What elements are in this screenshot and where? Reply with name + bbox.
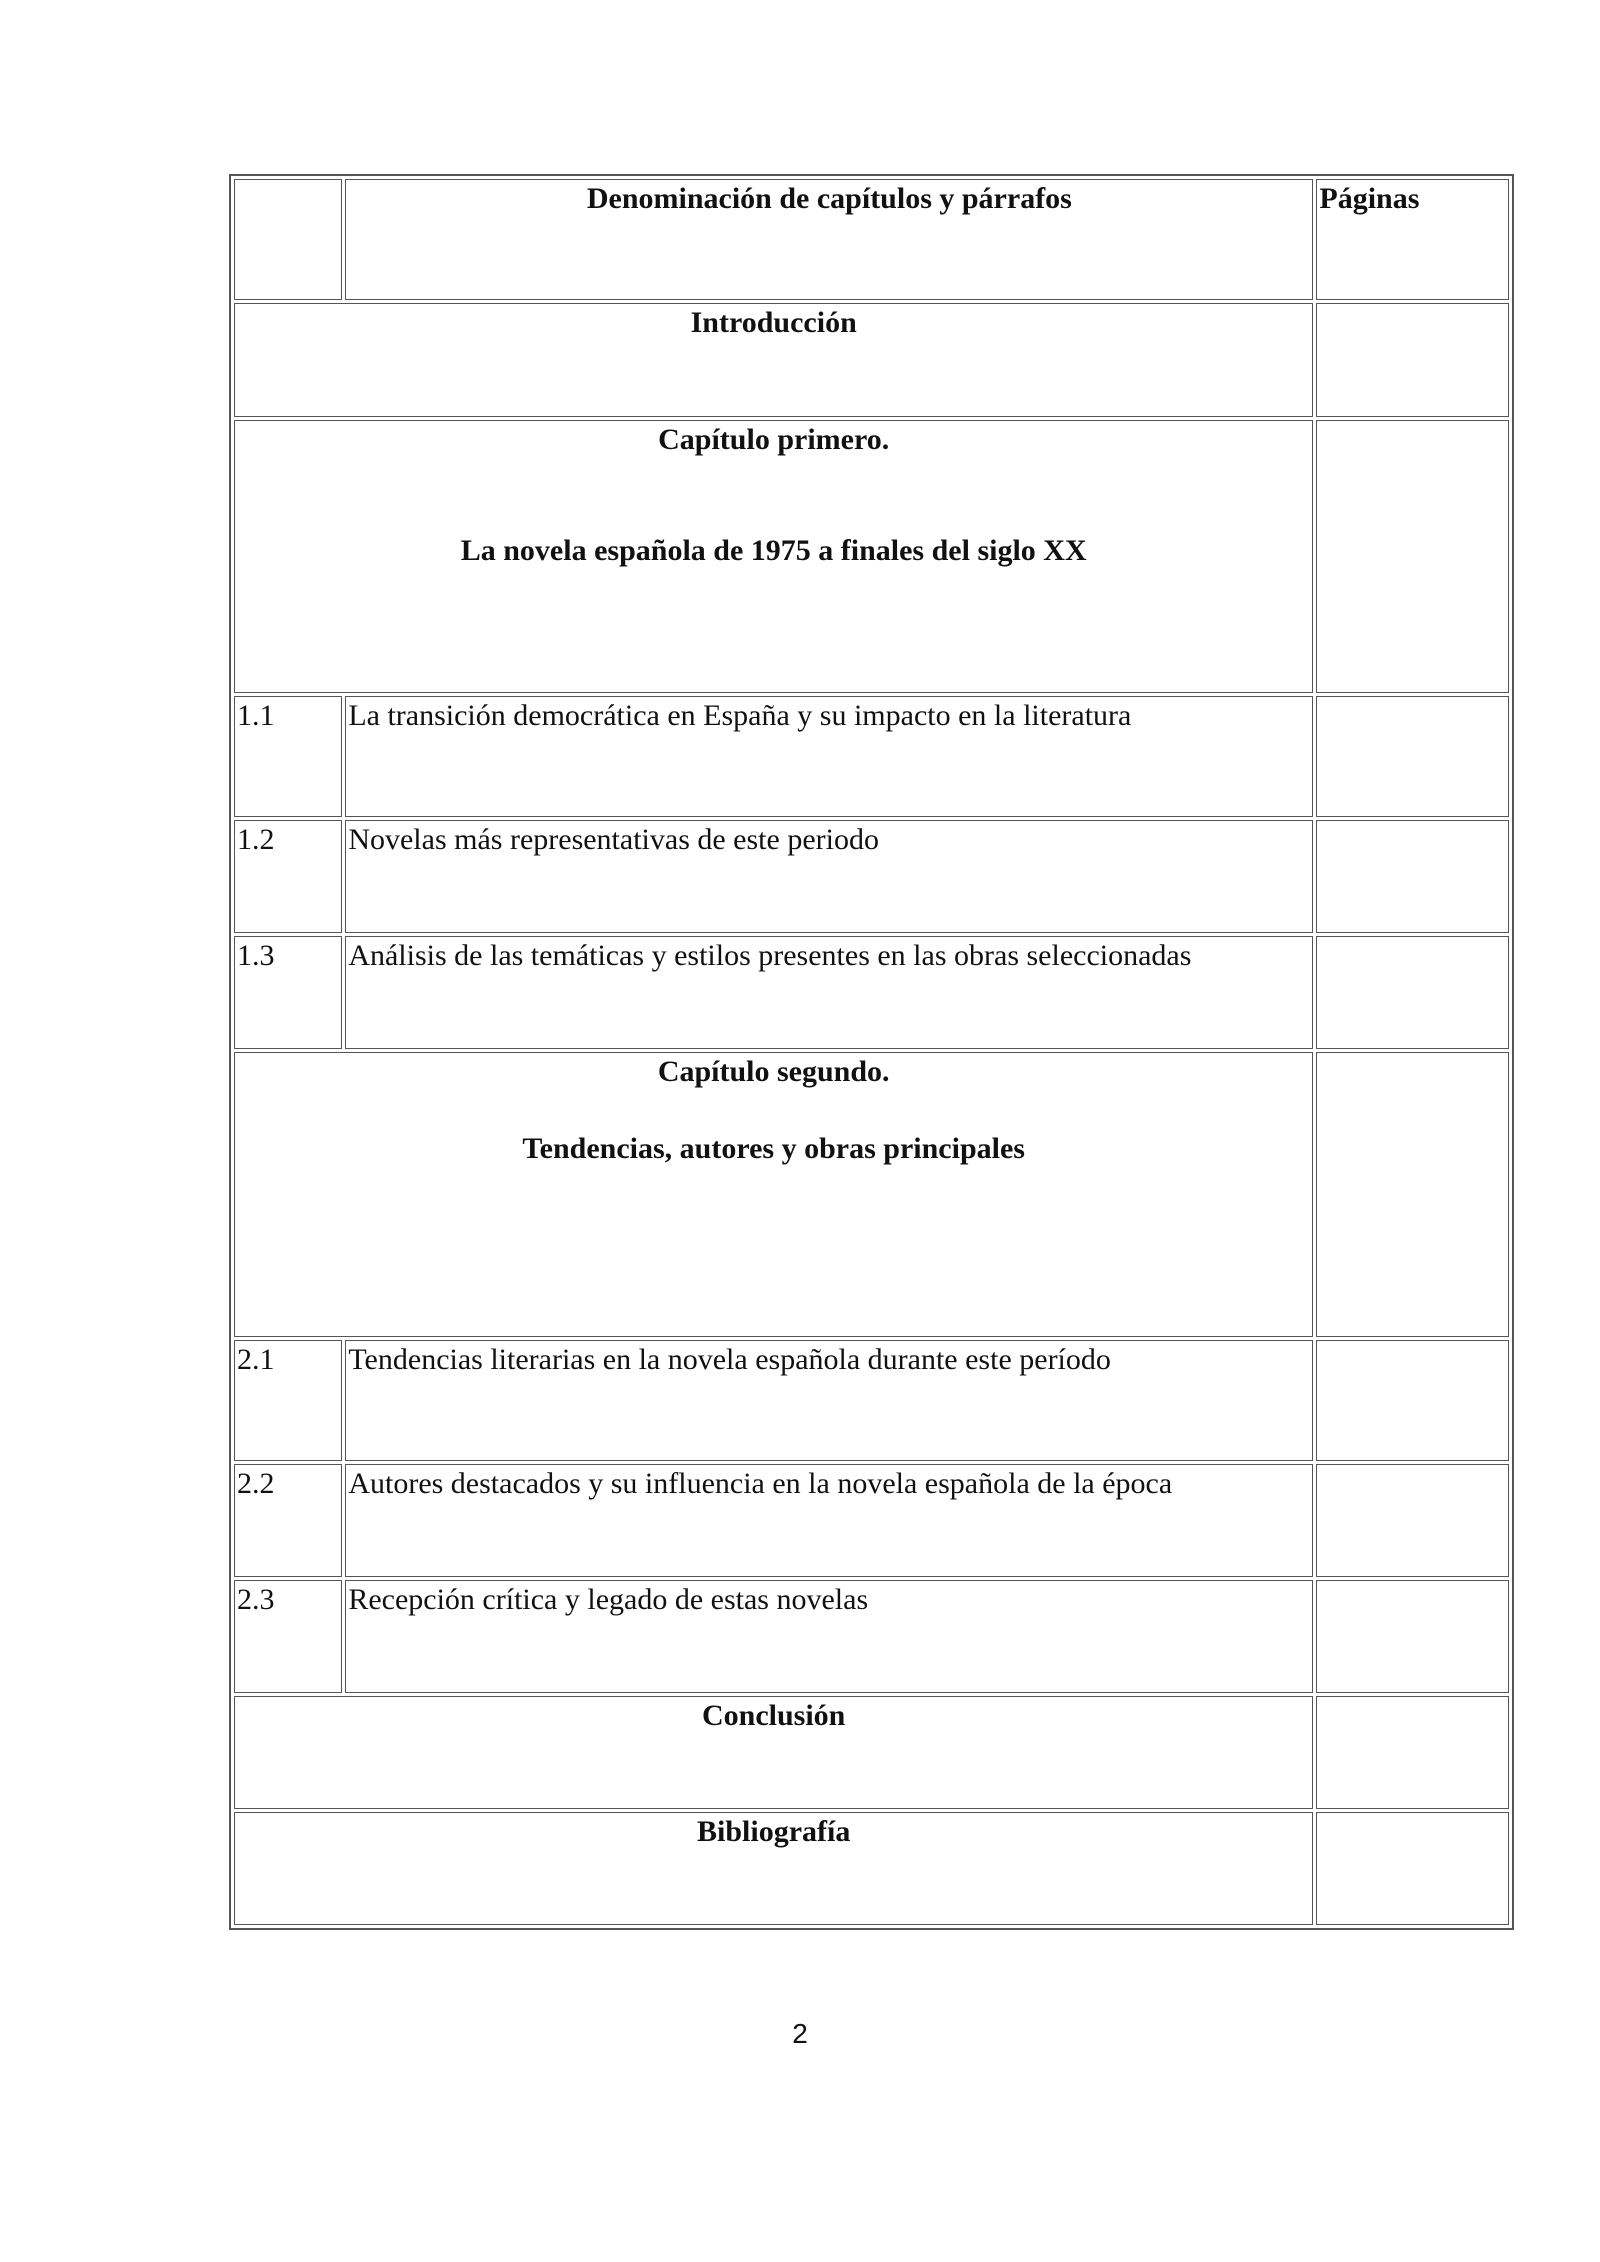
item-number: 2.1: [234, 1340, 342, 1461]
toc-header-row: [234, 179, 1509, 300]
item-text: Autores destacados y su influencia en la novela española de la época: [345, 1464, 1313, 1577]
toc-header-pages: Páginas: [1316, 179, 1509, 300]
toc-row-conclusion: [234, 1696, 1509, 1809]
table-of-contents: [229, 174, 1514, 1930]
toc-row-1-2: [234, 820, 1509, 933]
page-cell: [1316, 1340, 1509, 1461]
item-text: Recepción crítica y legado de estas novelas: [345, 1580, 1313, 1693]
toc-header-title: Denominación de capítulos y párrafos: [345, 179, 1313, 300]
page-cell: [1316, 1812, 1509, 1925]
chapter-subtitle: La novela española de 1975 a finales del siglo XX: [460, 533, 1087, 567]
chapter-heading-cell: [234, 420, 1313, 693]
item-text: Novelas más representativas de este periodo: [345, 820, 1313, 933]
chapter-subtitle: Tendencias, autores y obras principales: [522, 1131, 1025, 1165]
chapter-heading-cell: [234, 1052, 1313, 1337]
page-cell: [1316, 696, 1509, 817]
page-cell: [1316, 303, 1509, 417]
section-title: Introducción: [234, 303, 1313, 417]
item-number: 1.2: [234, 820, 342, 933]
item-number: 1.1: [234, 696, 342, 817]
page-cell: [1316, 820, 1509, 933]
toc-row-2-3: [234, 1580, 1509, 1693]
toc-row-chapter-2: [234, 1052, 1509, 1337]
page-cell: [1316, 1580, 1509, 1693]
page-cell: [1316, 936, 1509, 1049]
item-number: 2.3: [234, 1580, 342, 1693]
toc-row-1-1: [234, 696, 1509, 817]
item-text: La transición democrática en España y su impacto en la literatura: [345, 696, 1313, 817]
chapter-title: Capítulo primero.: [658, 423, 890, 456]
page-cell: [1316, 1052, 1509, 1337]
item-text: Tendencias literarias en la novela española durante este período: [345, 1340, 1313, 1461]
toc-row-2-1: [234, 1340, 1509, 1461]
section-title: Bibliografía: [234, 1812, 1313, 1925]
item-number: 2.2: [234, 1464, 342, 1577]
item-text: Análisis de las temáticas y estilos presentes en las obras seleccionadas: [345, 936, 1313, 1049]
toc-row-1-3: [234, 936, 1509, 1049]
chapter-title: Capítulo segundo.: [657, 1055, 890, 1088]
toc-row-bibliography: [234, 1812, 1509, 1925]
item-number: 1.3: [234, 936, 342, 1049]
toc-row-introduction: [234, 303, 1509, 417]
page-cell: [1316, 1464, 1509, 1577]
page-number: 2: [792, 2018, 808, 2049]
section-title: Conclusión: [234, 1696, 1313, 1809]
toc-header-number-cell: [234, 179, 342, 300]
page-cell: [1316, 1696, 1509, 1809]
toc-row-chapter-1: [234, 420, 1509, 693]
page-cell: [1316, 420, 1509, 693]
toc-row-2-2: [234, 1464, 1509, 1577]
